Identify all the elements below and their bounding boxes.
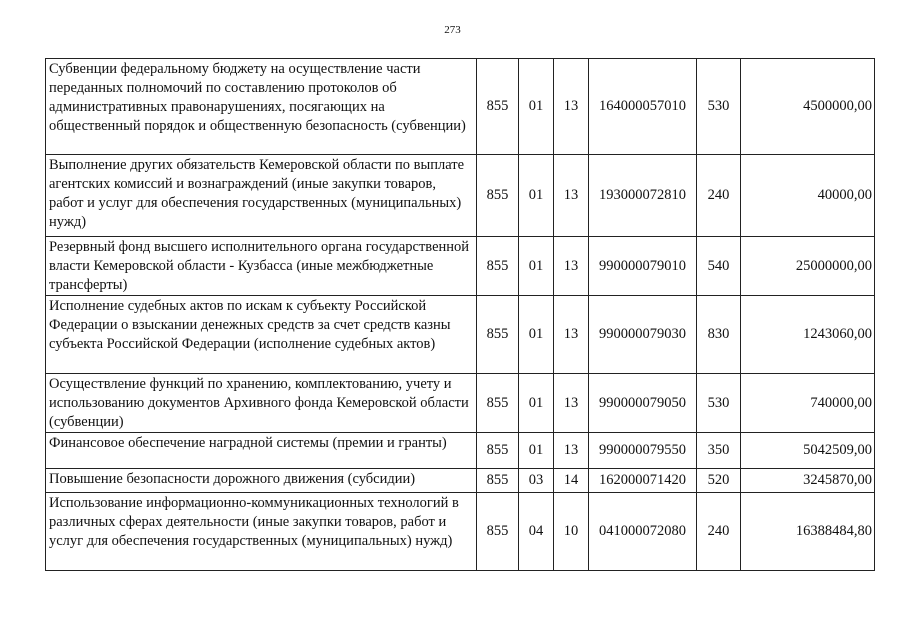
table-row (46, 296, 875, 374)
row-amount: 740000,00 (741, 374, 875, 433)
row-subsection: 13 (554, 374, 589, 433)
row-amount: 40000,00 (741, 155, 875, 237)
table-row (46, 493, 875, 571)
row-gov-code: 855 (477, 469, 519, 493)
page-number: 273 (444, 24, 461, 36)
row-expense-type: 520 (697, 469, 741, 493)
row-expense-type: 530 (697, 374, 741, 433)
row-gov-code: 855 (477, 296, 519, 374)
row-section: 01 (519, 155, 554, 237)
row-section: 01 (519, 374, 554, 433)
table-row (46, 155, 875, 237)
row-expense-type: 240 (697, 493, 741, 571)
row-subsection: 13 (554, 155, 589, 237)
row-section: 01 (519, 237, 554, 296)
row-target-code: 164000057010 (589, 59, 697, 155)
row-amount: 16388484,80 (741, 493, 875, 571)
row-expense-type: 240 (697, 155, 741, 237)
table-row (46, 59, 875, 155)
row-description: Исполнение судебных актов по искам к субъекту Российской Федерации о взыскании денежных средств за счет средств казны субъекта Российской Федерации (исполнение судебных актов) (46, 296, 477, 374)
row-subsection: 10 (554, 493, 589, 571)
row-amount: 4500000,00 (741, 59, 875, 155)
row-description: Использование информационно-коммуникационных технологий в различных сферах деятельности (иные закупки товаров, работ и услуг для обеспечения государственных (муниципальных) нужд) (46, 493, 477, 571)
row-section: 04 (519, 493, 554, 571)
row-expense-type: 350 (697, 433, 741, 469)
row-amount: 1243060,00 (741, 296, 875, 374)
row-subsection: 14 (554, 469, 589, 493)
row-subsection: 13 (554, 237, 589, 296)
row-description: Финансовое обеспечение наградной системы (премии и гранты) (46, 433, 477, 469)
row-section: 03 (519, 469, 554, 493)
row-section: 01 (519, 59, 554, 155)
row-gov-code: 855 (477, 493, 519, 571)
row-target-code: 990000079010 (589, 237, 697, 296)
row-target-code: 990000079030 (589, 296, 697, 374)
row-description: Выполнение других обязательств Кемеровской области по выплате агентских комиссий и вознаграждений (иные закупки товаров, работ и услуг для обеспечения государственных (муниципальных) нужд) (46, 155, 477, 237)
row-target-code: 041000072080 (589, 493, 697, 571)
row-section: 01 (519, 433, 554, 469)
row-subsection: 13 (554, 433, 589, 469)
row-subsection: 13 (554, 296, 589, 374)
row-expense-type: 540 (697, 237, 741, 296)
table-row (46, 433, 875, 469)
table-row (46, 374, 875, 433)
table-row (46, 469, 875, 493)
row-target-code: 193000072810 (589, 155, 697, 237)
row-target-code: 162000071420 (589, 469, 697, 493)
row-description: Резервный фонд высшего исполнительного органа государственной власти Кемеровской области - Кузбасса (иные межбюджетные трансферты) (46, 237, 477, 296)
row-section: 01 (519, 296, 554, 374)
row-subsection: 13 (554, 59, 589, 155)
row-description: Осуществление функций по хранению, комплектованию, учету и использованию документов Архивного фонда Кемеровской области (субвенции) (46, 374, 477, 433)
row-amount: 3245870,00 (741, 469, 875, 493)
budget-table (45, 58, 875, 571)
row-target-code: 990000079550 (589, 433, 697, 469)
row-gov-code: 855 (477, 433, 519, 469)
row-amount: 25000000,00 (741, 237, 875, 296)
table-row (46, 237, 875, 296)
row-gov-code: 855 (477, 59, 519, 155)
row-expense-type: 530 (697, 59, 741, 155)
row-gov-code: 855 (477, 374, 519, 433)
row-gov-code: 855 (477, 155, 519, 237)
row-target-code: 990000079050 (589, 374, 697, 433)
row-description: Субвенции федеральному бюджету на осуществление части переданных полномочий по составлению протоколов об административных правонарушениях, посягающих на общественный порядок и общественную безопасность (субвенции) (46, 59, 477, 155)
row-description: Повышение безопасности дорожного движения (субсидии) (46, 469, 477, 493)
row-gov-code: 855 (477, 237, 519, 296)
row-expense-type: 830 (697, 296, 741, 374)
row-amount: 5042509,00 (741, 433, 875, 469)
